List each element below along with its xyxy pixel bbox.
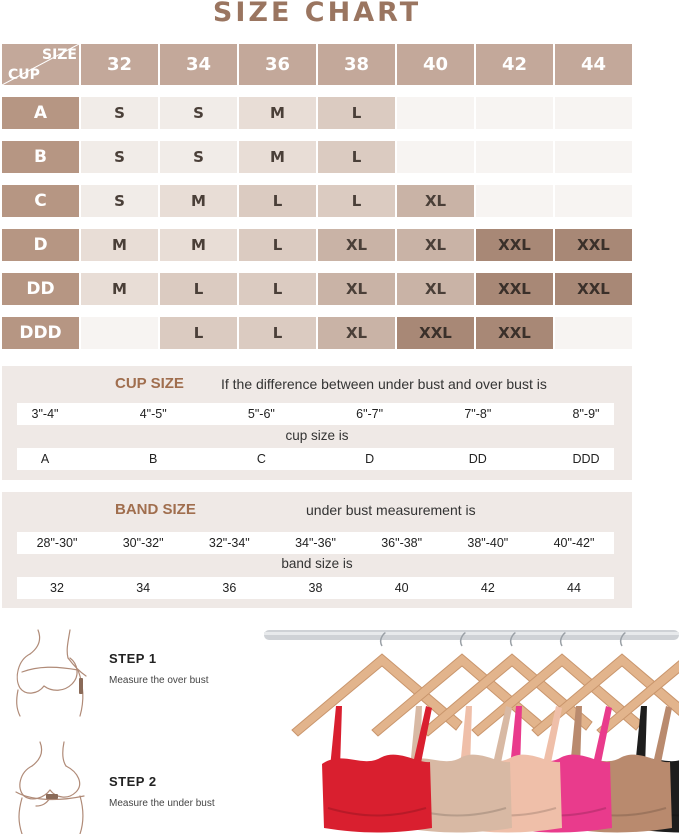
size-cell: S [81, 185, 158, 217]
cup-letter-value: B [149, 452, 158, 466]
size-cell: L [239, 229, 316, 261]
measurement-value: 30"-32" [122, 536, 164, 550]
measurement-value: 32"-34" [208, 536, 250, 550]
size-cell: XL [397, 229, 474, 261]
size-cell: XL [318, 317, 395, 349]
size-cell: XL [397, 273, 474, 305]
band-number-value: 36 [222, 581, 237, 595]
size-cell: L [239, 185, 316, 217]
cup-letter-value: C [256, 452, 266, 466]
measurement-value: 28"-30" [36, 536, 78, 550]
band-size-heading: BAND SIZE [115, 501, 196, 518]
under-bust-sketch-icon [6, 740, 98, 834]
step-2-description: Measure the under bust [109, 798, 215, 809]
step-1-description: Measure the over bust [109, 675, 209, 686]
band-header-44: 44 [555, 44, 632, 85]
size-cell [397, 141, 474, 173]
cup-letter-strip [17, 448, 614, 470]
size-cell: M [81, 229, 158, 261]
size-cell [397, 97, 474, 129]
band-number-value: 34 [136, 581, 151, 595]
cup-size-heading: CUP SIZE [115, 375, 184, 392]
band-number-value: 32 [50, 581, 64, 595]
size-cell: L [318, 141, 395, 173]
size-cell: XXL [476, 273, 553, 305]
band-size-panel [2, 492, 632, 608]
size-cell: L [318, 185, 395, 217]
measurement-value: 40"-42" [553, 536, 595, 550]
difference-value: 6"-7" [356, 407, 384, 421]
difference-value: 8"-9" [572, 407, 600, 421]
cup-label-c: C [2, 185, 79, 217]
cup-label-dd: DD [2, 273, 79, 305]
size-cell: M [239, 141, 316, 173]
corner-cell [2, 44, 79, 85]
measurement-value: 38"-40" [467, 536, 509, 550]
size-cell: M [160, 229, 237, 261]
size-cell: L [318, 97, 395, 129]
size-chart-grid [2, 44, 632, 352]
difference-value: 5"-6" [247, 407, 275, 421]
size-cell [476, 141, 553, 173]
band-header-38: 38 [318, 44, 395, 85]
step-1-title: STEP 1 [109, 651, 157, 666]
size-cell: XL [397, 185, 474, 217]
size-cell: XXL [476, 229, 553, 261]
size-cell [555, 317, 632, 349]
size-cell: L [160, 317, 237, 349]
measurement-value: 34"-36" [295, 536, 336, 550]
size-cell: M [160, 185, 237, 217]
step-1 [109, 651, 209, 686]
band-number-value: 40 [394, 581, 409, 595]
measurement-value: 36"-38" [381, 536, 423, 550]
difference-value: 4"-5" [139, 407, 167, 421]
band-number-value: 44 [567, 581, 581, 595]
band-number-value: 38 [308, 581, 323, 595]
cup-letter-value: DD [468, 452, 487, 466]
step-2 [109, 774, 215, 809]
bra-body [322, 755, 432, 833]
cup-size-panel [2, 366, 632, 480]
size-cell: XL [318, 273, 395, 305]
band-number-strip [17, 577, 614, 599]
band-header-36: 36 [239, 44, 316, 85]
cup-label-b: B [2, 141, 79, 173]
band-size-description: under bust measurement is [306, 502, 476, 518]
measurement-strip [17, 532, 614, 554]
size-cell: XXL [476, 317, 553, 349]
size-cell [476, 97, 553, 129]
size-cell [555, 97, 632, 129]
over-bust-sketch-icon [8, 626, 100, 718]
band-header-32: 32 [81, 44, 158, 85]
cup-letter-value: A [40, 452, 50, 466]
size-cell: M [81, 273, 158, 305]
cup-label-d: D [2, 229, 79, 261]
size-cell: XXL [555, 229, 632, 261]
size-cell: XXL [555, 273, 632, 305]
difference-value: 7"-8" [464, 407, 492, 421]
size-cell: L [239, 317, 316, 349]
corner-size-label: SIZE [41, 47, 77, 63]
cup-size-is-label: cup size is [285, 428, 349, 443]
band-header-42: 42 [476, 44, 553, 85]
cup-size-description: If the difference between under bust and over bust is [221, 376, 547, 392]
band-header-40: 40 [397, 44, 474, 85]
band-size-is-label: band size is [281, 556, 353, 571]
size-cell: S [160, 97, 237, 129]
size-cell: L [160, 273, 237, 305]
size-cell: XXL [397, 317, 474, 349]
cup-label-ddd: DDD [2, 317, 79, 349]
size-cell [555, 141, 632, 173]
size-cell: L [239, 273, 316, 305]
size-cell: S [81, 97, 158, 129]
size-cell: S [160, 141, 237, 173]
size-cell: XL [318, 229, 395, 261]
cup-label-a: A [2, 97, 79, 129]
hanging-bras-photo [262, 618, 679, 834]
difference-strip [17, 403, 614, 425]
cup-letter-value: D [365, 452, 375, 466]
size-cell [81, 317, 158, 349]
step-2-title: STEP 2 [109, 774, 157, 789]
band-number-value: 42 [480, 581, 495, 595]
size-cell [555, 185, 632, 217]
corner-cup-label: CUP [8, 67, 40, 83]
difference-value: 3"-4" [31, 407, 59, 421]
size-cell [476, 185, 553, 217]
cup-letter-value: DDD [572, 452, 600, 466]
page-title: SIZE CHART [212, 0, 422, 28]
size-cell: M [239, 97, 316, 129]
band-header-34: 34 [160, 44, 237, 85]
size-cell: S [81, 141, 158, 173]
